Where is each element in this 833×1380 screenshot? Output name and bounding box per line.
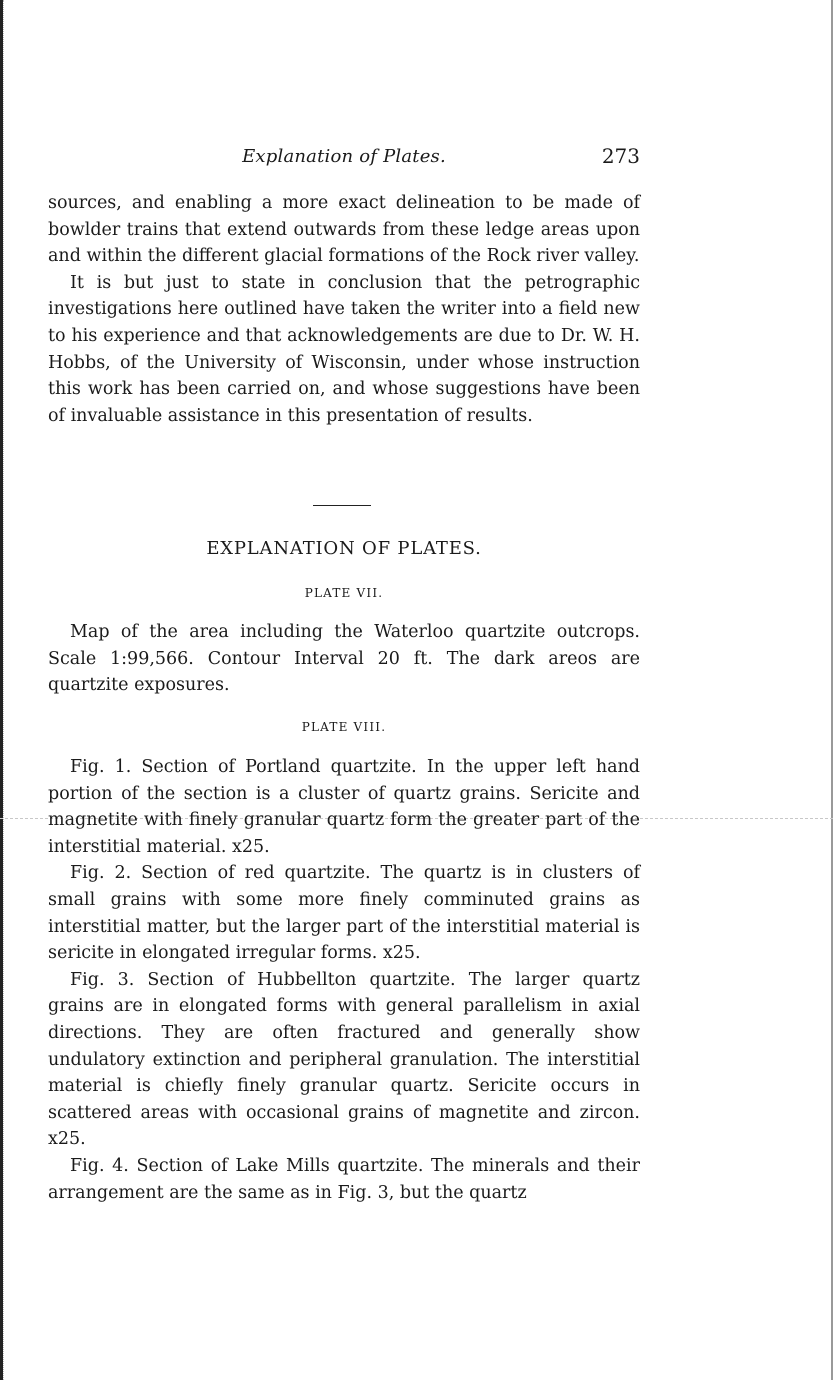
running-head	[48, 144, 640, 170]
plate-vii-text: Map of the area including the Waterloo quartzite outcrops. Scale 1:99,566. Contour Interval 20 ft. The dark areos are quartzite exposures.	[48, 622, 640, 696]
plate-vii-heading: PLATE VII.	[304, 586, 384, 600]
paragraph-conclusion: It is but just to state in conclusion that the petrographic investigations here outlined have taken the writer into a field new to his experience and that acknowledgements are due to Dr. W. H. Hobbs, of the University of Wisconsin, under whose instruction this work has been carried on, and whose suggestions have been of invaluable assistance in this presentation of results.	[48, 272, 640, 426]
plate-viii-heading: PLATE VIII.	[301, 720, 387, 734]
section-divider	[313, 505, 371, 506]
paragraph-continued: sources, and enabling a more exact delineation to be made of bowlder trains that extend outwards from these ledge areas upon and within the different glacial formations of the Rock river valley.	[48, 193, 640, 267]
page-edge-shadow	[3, 0, 8, 1380]
figure-2-caption: Fig. 2. Section of red quartzite. The quartz is in clusters of small grains with some more finely comminuted grains as interstitial matter, but the larger part of the interstitial material is sericite in elongated irregular forms. x25.	[48, 863, 640, 964]
section-heading: EXPLANATION OF PLATES.	[206, 538, 482, 559]
figure-1-caption: Fig. 1. Section of Portland quartzite. In the upper left hand portion of the section is a cluster of quartz grains. Sericite and magnetite with finely granular quartz form the greater part of the interstitial material. x25.	[48, 757, 640, 857]
figure-3-caption: Fig. 3. Section of Hubbellton quartzite. The larger quartz grains are in elongated forms with general parallelism in axial directions. They are often fractured and generally show undulatory extinction and peripheral granulation. The interstitial material is chiefly finely granular quartz. Sericite occurs in scattered areas with occasional grains of magnetite and zircon. x25.	[48, 969, 640, 1150]
page-number: 273	[601, 144, 640, 168]
plate-vii-description	[48, 619, 640, 699]
plate-viii-figures	[48, 754, 640, 1206]
figure-4-caption: Fig. 4. Section of Lake Mills quartzite. The minerals and their arrangement are the same as in Fig. 3, but the quartz	[48, 1155, 640, 1203]
running-head-title: Explanation of Plates.	[242, 146, 446, 167]
continued-text	[48, 190, 640, 429]
